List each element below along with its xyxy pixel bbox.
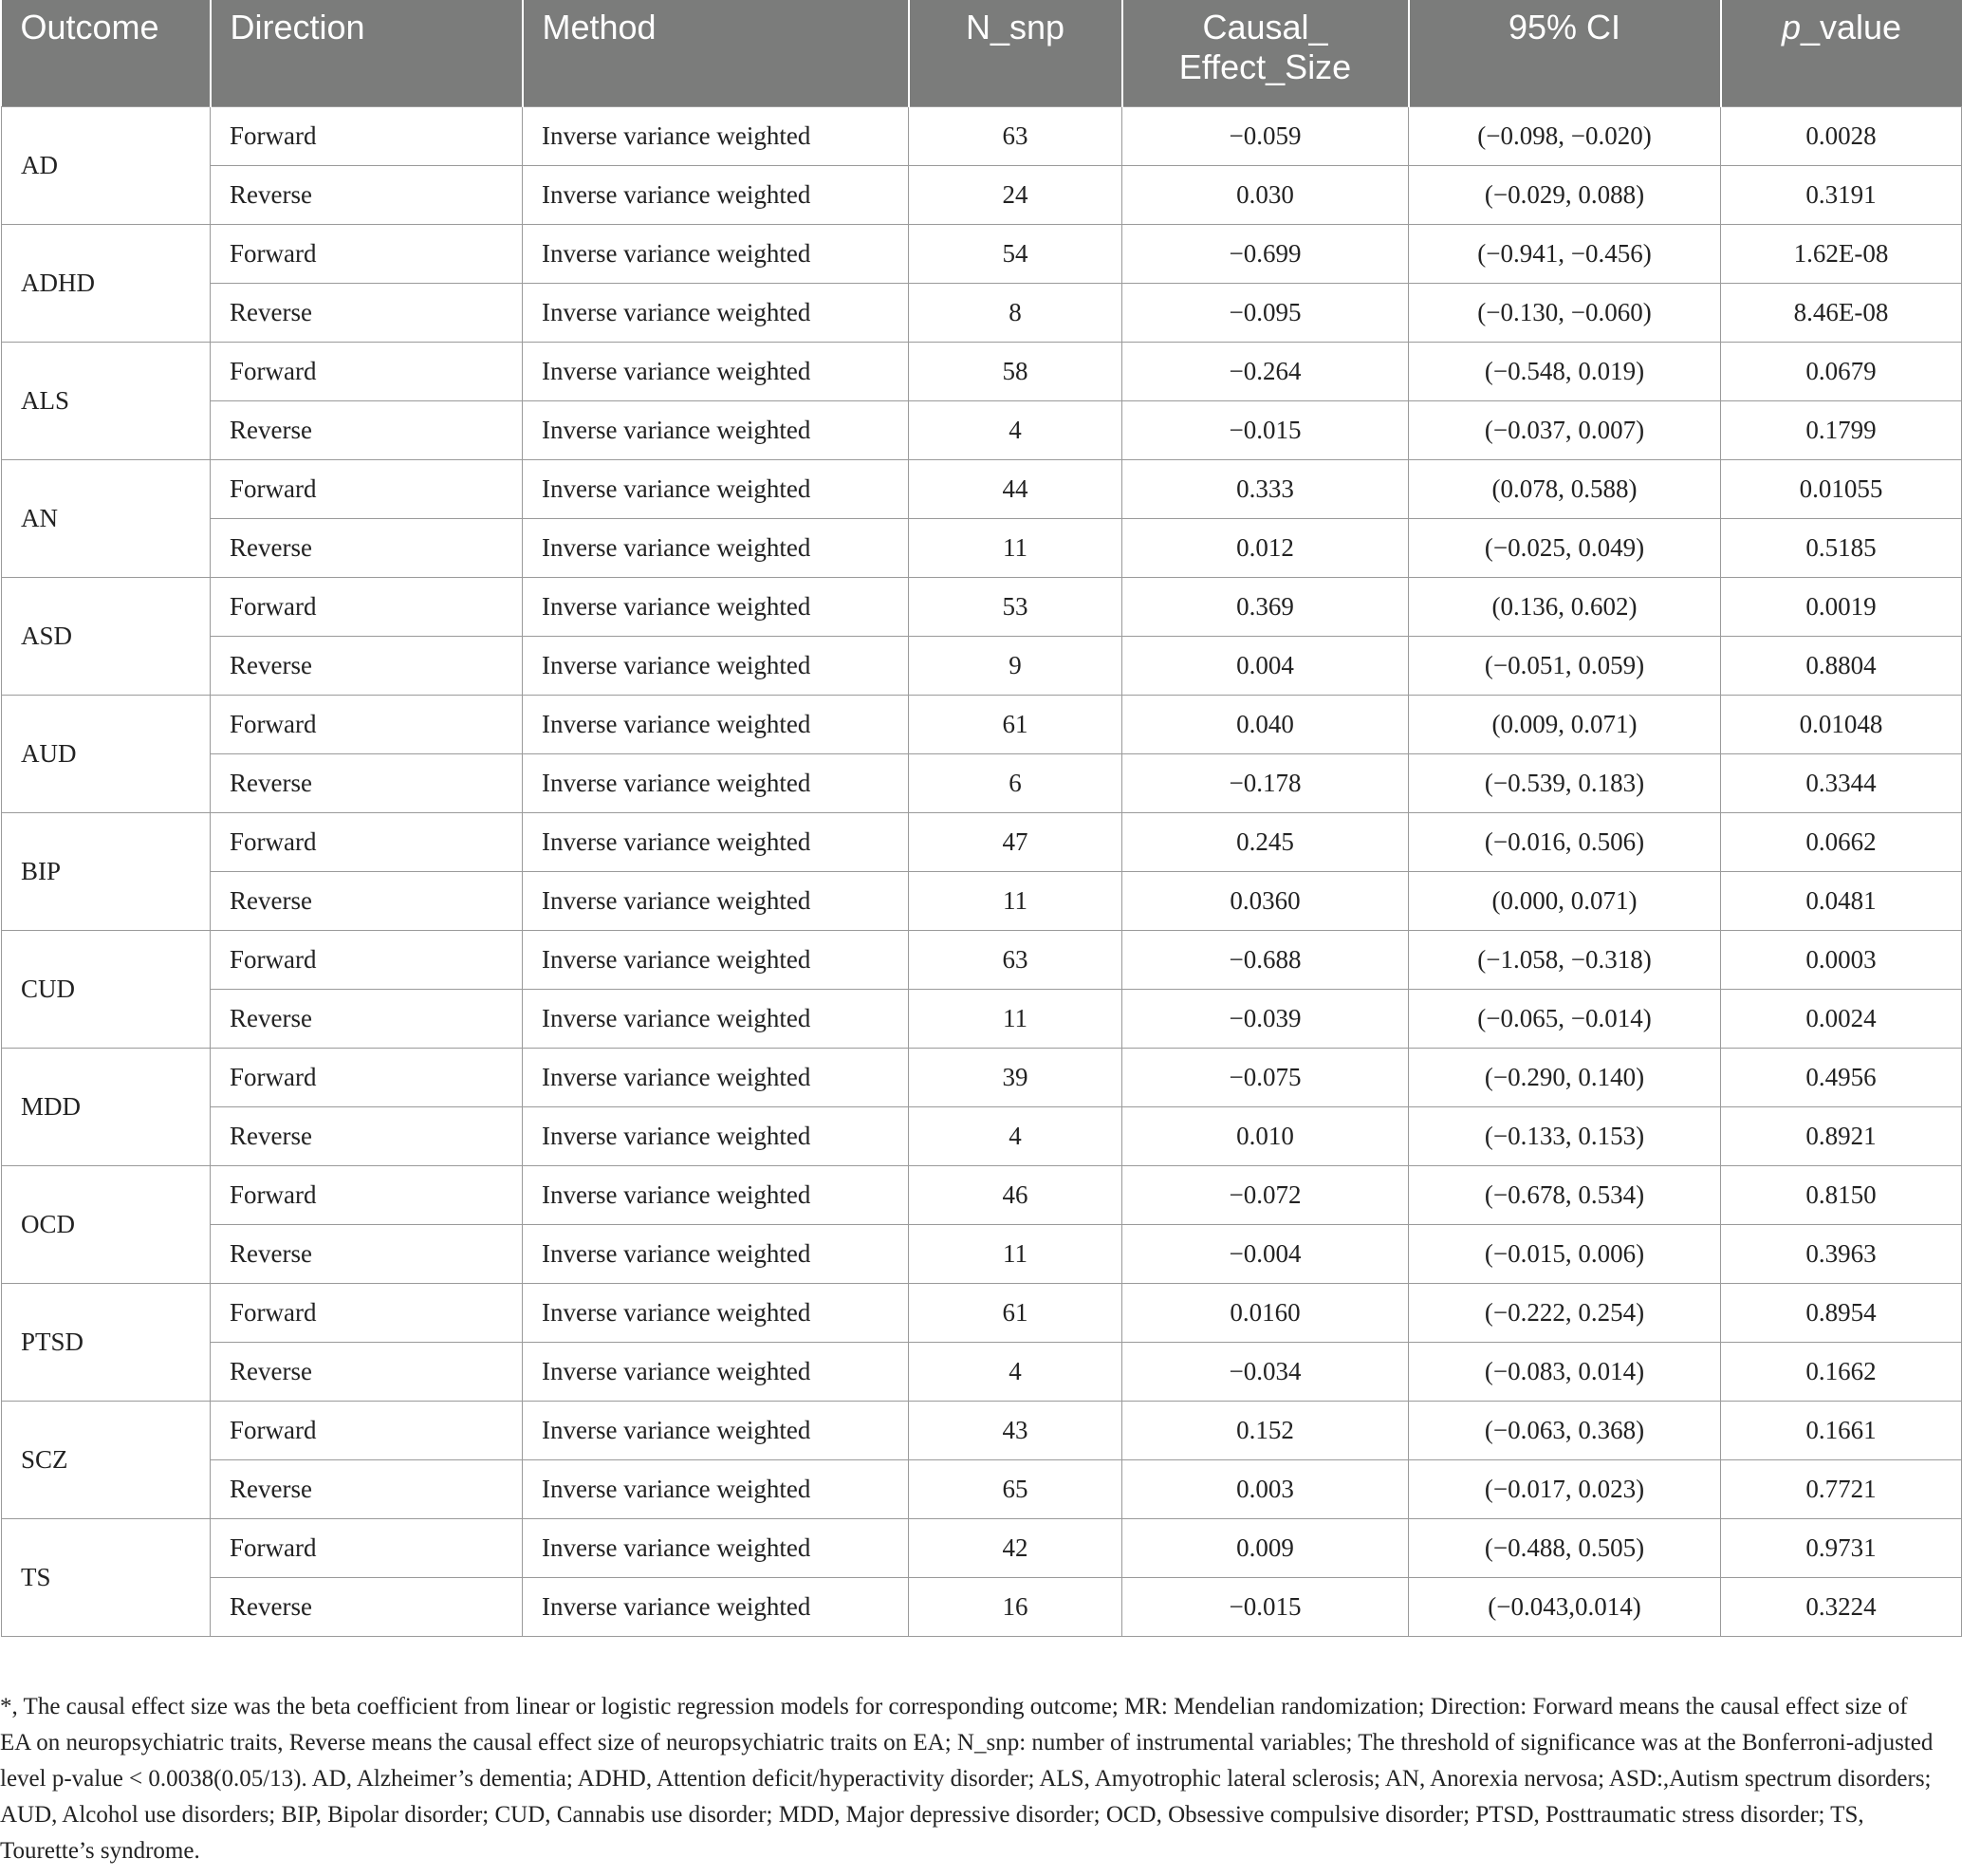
cell-effect-size: 0.003 [1122,1459,1409,1518]
cell-n-snp: 63 [909,930,1122,989]
cell-effect-size: 0.030 [1122,165,1409,224]
cell-effect-size: −0.072 [1122,1165,1409,1224]
cell-n-snp: 16 [909,1577,1122,1636]
cell-n-snp: 46 [909,1165,1122,1224]
table-row [2,1048,1962,1106]
cell-ci: (−1.058, −0.318) [1409,930,1721,989]
cell-effect-size: −0.688 [1122,930,1409,989]
header-effect-line1: Causal_ [1202,8,1328,46]
cell-effect-size: 0.0360 [1122,871,1409,930]
cell-ci: (−0.290, 0.140) [1409,1048,1721,1106]
header-effect-line2: Effect_Size [1178,47,1352,86]
cell-ci: (0.078, 0.588) [1409,459,1721,518]
cell-method: Inverse variance weighted [523,283,909,342]
cell-n-snp: 4 [909,1342,1122,1401]
cell-n-snp: 65 [909,1459,1122,1518]
cell-method: Inverse variance weighted [523,400,909,459]
cell-direction: Forward [211,459,523,518]
mr-results-table [1,0,1962,1637]
table-row [2,283,1962,342]
cell-ci: (−0.488, 0.505) [1409,1518,1721,1577]
cell-p-value: 1.62E-08 [1721,224,1962,283]
table-row [2,1518,1962,1577]
cell-direction: Forward [211,106,523,165]
cell-direction: Reverse [211,636,523,695]
table-row [2,106,1962,165]
cell-direction: Forward [211,1165,523,1224]
cell-ci: (−0.222, 0.254) [1409,1283,1721,1342]
table-row [2,1283,1962,1342]
cell-method: Inverse variance weighted [523,224,909,283]
cell-direction: Reverse [211,283,523,342]
cell-method: Inverse variance weighted [523,1283,909,1342]
cell-effect-size: −0.004 [1122,1224,1409,1283]
table-row [2,400,1962,459]
cell-effect-size: 0.012 [1122,518,1409,577]
cell-p-value: 0.1661 [1721,1401,1962,1459]
cell-effect-size: −0.039 [1122,989,1409,1048]
cell-ci: (−0.098, −0.020) [1409,106,1721,165]
cell-n-snp: 39 [909,1048,1122,1106]
cell-ci: (−0.043,0.014) [1409,1577,1721,1636]
cell-direction: Reverse [211,518,523,577]
cell-outcome: OCD [2,1165,211,1283]
cell-direction: Forward [211,695,523,753]
cell-direction: Reverse [211,1342,523,1401]
header-direction: Direction [211,0,523,106]
table-body [2,106,1962,1636]
cell-method: Inverse variance weighted [523,1577,909,1636]
table-row [2,812,1962,871]
cell-n-snp: 61 [909,1283,1122,1342]
cell-n-snp: 58 [909,342,1122,400]
cell-p-value: 0.3963 [1721,1224,1962,1283]
cell-outcome: ADHD [2,224,211,342]
cell-n-snp: 9 [909,636,1122,695]
cell-direction: Reverse [211,1106,523,1165]
cell-direction: Reverse [211,1577,523,1636]
cell-method: Inverse variance weighted [523,1106,909,1165]
cell-p-value: 0.0481 [1721,871,1962,930]
cell-effect-size: −0.034 [1122,1342,1409,1401]
cell-direction: Reverse [211,1224,523,1283]
cell-n-snp: 42 [909,1518,1122,1577]
cell-p-value: 8.46E-08 [1721,283,1962,342]
table-row [2,1577,1962,1636]
cell-ci: (−0.678, 0.534) [1409,1165,1721,1224]
cell-ci: (0.009, 0.071) [1409,695,1721,753]
cell-n-snp: 63 [909,106,1122,165]
cell-method: Inverse variance weighted [523,459,909,518]
cell-p-value: 0.0019 [1721,577,1962,636]
header-method: Method [523,0,909,106]
cell-n-snp: 4 [909,400,1122,459]
cell-effect-size: 0.0160 [1122,1283,1409,1342]
table-header [2,0,1962,106]
cell-method: Inverse variance weighted [523,636,909,695]
cell-p-value: 0.9731 [1721,1518,1962,1577]
table-row [2,1106,1962,1165]
cell-p-value: 0.3191 [1721,165,1962,224]
cell-p-value: 0.8150 [1721,1165,1962,1224]
cell-method: Inverse variance weighted [523,577,909,636]
cell-ci: (−0.015, 0.006) [1409,1224,1721,1283]
cell-n-snp: 6 [909,753,1122,812]
cell-ci: (−0.133, 0.153) [1409,1106,1721,1165]
cell-ci: (0.000, 0.071) [1409,871,1721,930]
cell-direction: Reverse [211,1459,523,1518]
cell-direction: Forward [211,577,523,636]
table-row [2,342,1962,400]
cell-method: Inverse variance weighted [523,1401,909,1459]
table-row [2,930,1962,989]
cell-p-value: 0.1662 [1721,1342,1962,1401]
cell-direction: Forward [211,812,523,871]
cell-ci: (−0.037, 0.007) [1409,400,1721,459]
cell-p-value: 0.01055 [1721,459,1962,518]
cell-effect-size: −0.178 [1122,753,1409,812]
cell-direction: Forward [211,930,523,989]
cell-ci: (−0.025, 0.049) [1409,518,1721,577]
cell-effect-size: 0.040 [1122,695,1409,753]
cell-p-value: 0.3224 [1721,1577,1962,1636]
cell-outcome: SCZ [2,1401,211,1518]
cell-outcome: ASD [2,577,211,695]
cell-ci: (−0.941, −0.456) [1409,224,1721,283]
header-row [2,0,1962,106]
cell-method: Inverse variance weighted [523,989,909,1048]
cell-direction: Forward [211,1283,523,1342]
cell-effect-size: −0.015 [1122,1577,1409,1636]
cell-effect-size: −0.059 [1122,106,1409,165]
cell-direction: Forward [211,224,523,283]
header-p-rest: _value [1800,8,1902,46]
cell-p-value: 0.0003 [1721,930,1962,989]
cell-p-value: 0.8921 [1721,1106,1962,1165]
cell-ci: (−0.016, 0.506) [1409,812,1721,871]
cell-n-snp: 11 [909,989,1122,1048]
header-ci: 95% CI [1409,0,1721,106]
cell-outcome: ALS [2,342,211,459]
table-row [2,459,1962,518]
cell-effect-size: −0.075 [1122,1048,1409,1106]
table-row [2,1459,1962,1518]
cell-ci: (−0.017, 0.023) [1409,1459,1721,1518]
cell-effect-size: 0.009 [1122,1518,1409,1577]
header-outcome: Outcome [2,0,211,106]
cell-outcome: BIP [2,812,211,930]
table-row [2,753,1962,812]
cell-p-value: 0.8954 [1721,1283,1962,1342]
cell-method: Inverse variance weighted [523,1048,909,1106]
cell-effect-size: 0.245 [1122,812,1409,871]
cell-direction: Reverse [211,753,523,812]
cell-method: Inverse variance weighted [523,1165,909,1224]
cell-effect-size: −0.095 [1122,283,1409,342]
cell-method: Inverse variance weighted [523,1459,909,1518]
cell-p-value: 0.0028 [1721,106,1962,165]
cell-direction: Reverse [211,989,523,1048]
cell-p-value: 0.0679 [1721,342,1962,400]
cell-n-snp: 11 [909,871,1122,930]
table-row [2,577,1962,636]
cell-direction: Reverse [211,871,523,930]
cell-outcome: TS [2,1518,211,1636]
cell-ci: (−0.539, 0.183) [1409,753,1721,812]
cell-method: Inverse variance weighted [523,930,909,989]
cell-p-value: 0.3344 [1721,753,1962,812]
cell-n-snp: 47 [909,812,1122,871]
cell-n-snp: 54 [909,224,1122,283]
table-row [2,224,1962,283]
cell-method: Inverse variance weighted [523,1224,909,1283]
cell-method: Inverse variance weighted [523,871,909,930]
cell-effect-size: −0.699 [1122,224,1409,283]
cell-direction: Forward [211,342,523,400]
cell-p-value: 0.01048 [1721,695,1962,753]
cell-n-snp: 11 [909,1224,1122,1283]
cell-effect-size: 0.010 [1122,1106,1409,1165]
cell-method: Inverse variance weighted [523,342,909,400]
cell-ci: (−0.130, −0.060) [1409,283,1721,342]
cell-n-snp: 43 [909,1401,1122,1459]
cell-n-snp: 61 [909,695,1122,753]
cell-ci: (0.136, 0.602) [1409,577,1721,636]
cell-effect-size: 0.004 [1122,636,1409,695]
cell-outcome: MDD [2,1048,211,1165]
header-p-italic: p [1781,8,1801,46]
table-row [2,695,1962,753]
cell-p-value: 0.1799 [1721,400,1962,459]
cell-outcome: AD [2,106,211,224]
cell-ci: (−0.083, 0.014) [1409,1342,1721,1401]
cell-outcome: AN [2,459,211,577]
cell-method: Inverse variance weighted [523,695,909,753]
cell-p-value: 0.7721 [1721,1459,1962,1518]
cell-ci: (−0.065, −0.014) [1409,989,1721,1048]
cell-n-snp: 4 [909,1106,1122,1165]
cell-p-value: 0.0662 [1721,812,1962,871]
cell-ci: (−0.029, 0.088) [1409,165,1721,224]
header-effect-size [1122,0,1409,106]
cell-direction: Forward [211,1518,523,1577]
cell-p-value: 0.4956 [1721,1048,1962,1106]
table-row [2,165,1962,224]
cell-method: Inverse variance weighted [523,165,909,224]
table-row [2,1224,1962,1283]
cell-effect-size: 0.152 [1122,1401,1409,1459]
cell-ci: (−0.063, 0.368) [1409,1401,1721,1459]
cell-direction: Reverse [211,165,523,224]
table-row [2,989,1962,1048]
cell-outcome: AUD [2,695,211,812]
cell-n-snp: 8 [909,283,1122,342]
cell-direction: Forward [211,1048,523,1106]
header-n-snp: N_snp [909,0,1122,106]
cell-n-snp: 11 [909,518,1122,577]
table-row [2,871,1962,930]
cell-p-value: 0.0024 [1721,989,1962,1048]
cell-n-snp: 24 [909,165,1122,224]
cell-method: Inverse variance weighted [523,106,909,165]
cell-method: Inverse variance weighted [523,1342,909,1401]
header-p-value [1721,0,1962,106]
cell-method: Inverse variance weighted [523,812,909,871]
table-row [2,1165,1962,1224]
cell-outcome: CUD [2,930,211,1048]
cell-method: Inverse variance weighted [523,518,909,577]
cell-p-value: 0.8804 [1721,636,1962,695]
cell-direction: Forward [211,1401,523,1459]
table-footnote: *, The causal effect size was the beta coefficient from linear or logistic regression models for corresponding outcome; MR: Mendelian randomization; Direction: Forward means the causal effect size of EA on neuropsychiatric traits, Reverse means the causal effect size of neuropsychiatric traits on EA; N_snp: number of instrumental variables; The threshold of significance was at the Bonferroni-adjusted level p-value < 0.0038(0.05/13). AD, Alzheimer’s dementia; ADHD, Attention deficit/hyperactivity disorder; ALS, Amyotrophic lateral sclerosis; AN, Anorexia nervosa; ASD:,Autism spectrum disorders; AUD, Alcohol use disorders; BIP, Bipolar disorder; CUD, Cannabis use disorder; MDD, Major depressive disorder; OCD, Obsessive compulsive disorder; PTSD, Posttraumatic stress disorder; TS, Tourette’s syndrome. [0,1694,1934,1864]
cell-effect-size: 0.333 [1122,459,1409,518]
cell-n-snp: 44 [909,459,1122,518]
cell-p-value: 0.5185 [1721,518,1962,577]
table-row [2,518,1962,577]
cell-effect-size: −0.264 [1122,342,1409,400]
table-row [2,1342,1962,1401]
cell-effect-size: −0.015 [1122,400,1409,459]
cell-effect-size: 0.369 [1122,577,1409,636]
cell-ci: (−0.051, 0.059) [1409,636,1721,695]
table-row [2,1401,1962,1459]
cell-direction: Reverse [211,400,523,459]
cell-method: Inverse variance weighted [523,1518,909,1577]
cell-method: Inverse variance weighted [523,753,909,812]
cell-ci: (−0.548, 0.019) [1409,342,1721,400]
table-row [2,636,1962,695]
cell-outcome: PTSD [2,1283,211,1401]
cell-n-snp: 53 [909,577,1122,636]
